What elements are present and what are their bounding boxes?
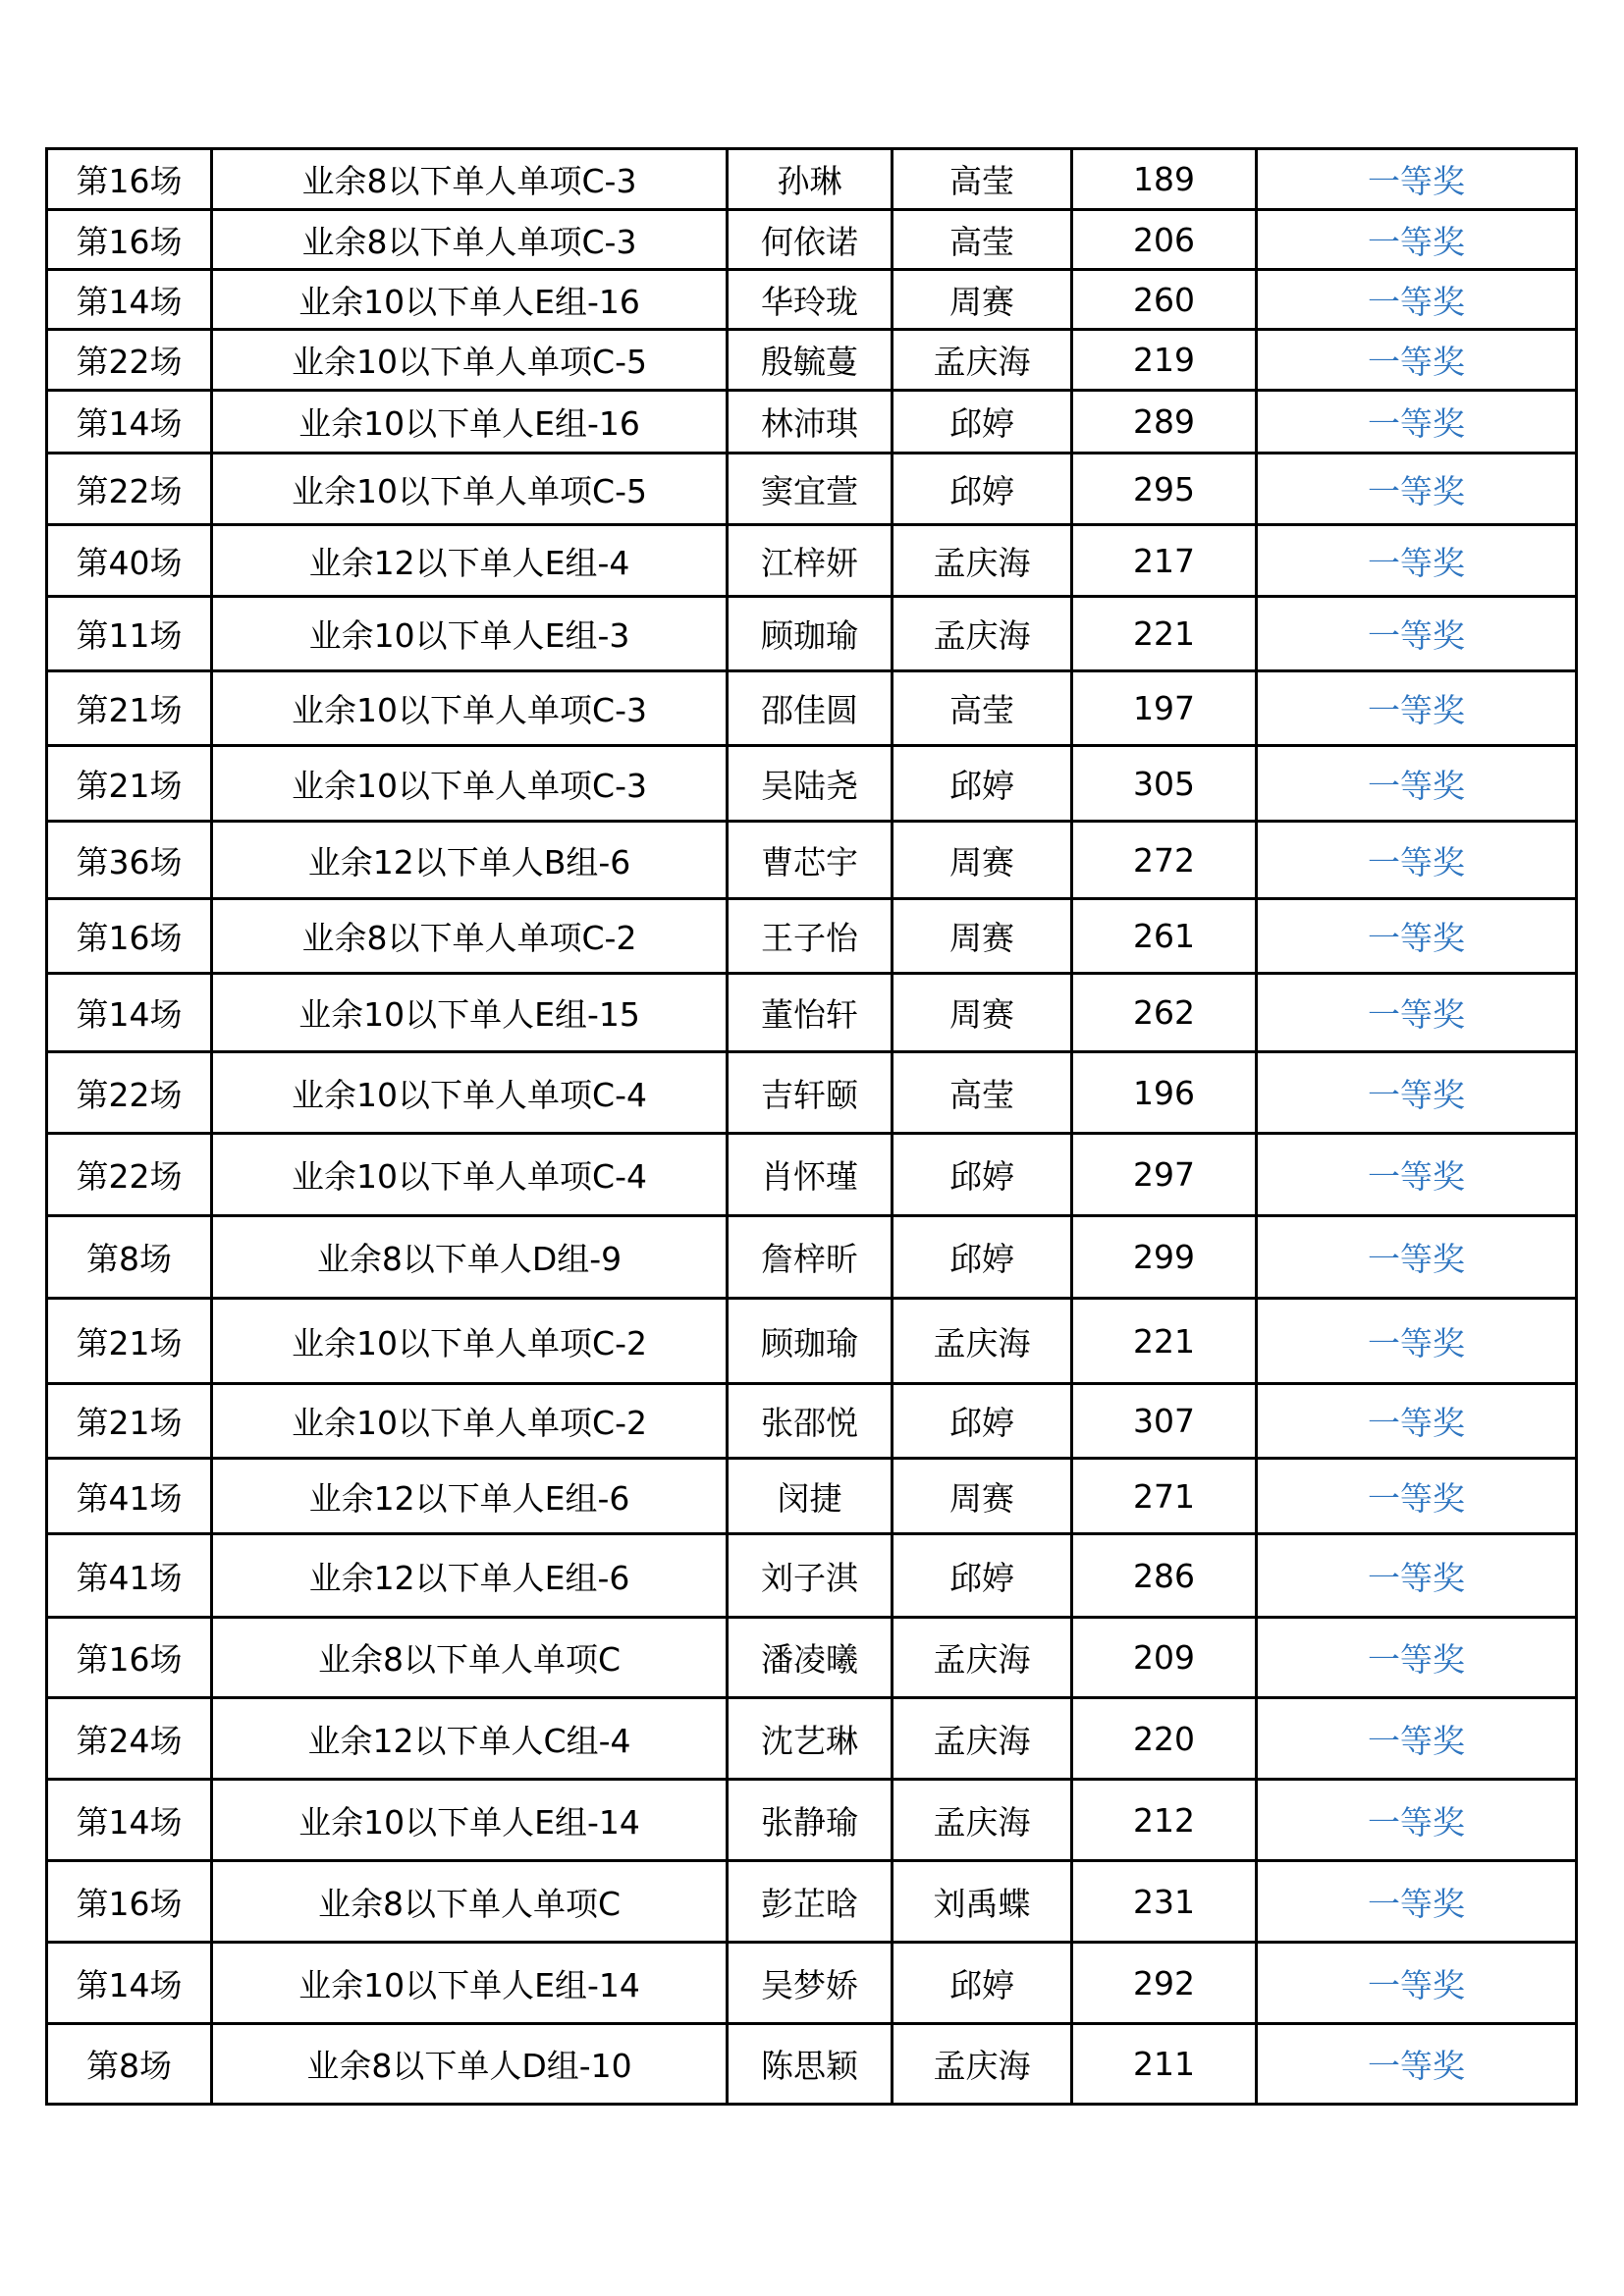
table-row <box>47 1698 1577 1780</box>
table-row <box>47 391 1577 454</box>
teacher-cell: 孟庆海 <box>893 1780 1072 1861</box>
contestant-name-cell: 闵捷 <box>728 1459 893 1534</box>
award-cell: 一等奖 <box>1257 270 1577 330</box>
group-cell: 业余10以下单人单项C-3 <box>212 671 728 746</box>
contestant-name-cell: 刘子淇 <box>728 1534 893 1618</box>
teacher-cell: 孟庆海 <box>893 597 1072 671</box>
award-cell: 一等奖 <box>1257 149 1577 210</box>
award-cell: 一等奖 <box>1257 391 1577 454</box>
session-cell: 第14场 <box>47 1780 212 1861</box>
teacher-cell: 高莹 <box>893 1052 1072 1134</box>
group-cell: 业余10以下单人单项C-4 <box>212 1052 728 1134</box>
entry-number-cell: 231 <box>1072 1861 1257 1943</box>
session-cell: 第21场 <box>47 1384 212 1459</box>
table-row <box>47 1052 1577 1134</box>
teacher-cell: 邱婷 <box>893 1384 1072 1459</box>
teacher-cell: 邱婷 <box>893 1216 1072 1299</box>
session-cell: 第36场 <box>47 822 212 899</box>
teacher-cell: 邱婷 <box>893 1134 1072 1216</box>
group-cell: 业余8以下单人单项C <box>212 1618 728 1698</box>
group-cell: 业余12以下单人E组-6 <box>212 1459 728 1534</box>
award-cell: 一等奖 <box>1257 210 1577 270</box>
entry-number-cell: 262 <box>1072 974 1257 1052</box>
session-cell: 第24场 <box>47 1698 212 1780</box>
table-row <box>47 1861 1577 1943</box>
teacher-cell: 孟庆海 <box>893 1698 1072 1780</box>
entry-number-cell: 297 <box>1072 1134 1257 1216</box>
teacher-cell: 孟庆海 <box>893 2024 1072 2105</box>
award-cell: 一等奖 <box>1257 671 1577 746</box>
teacher-cell: 邱婷 <box>893 454 1072 525</box>
award-cell: 一等奖 <box>1257 1052 1577 1134</box>
award-cell: 一等奖 <box>1257 330 1577 391</box>
contestant-name-cell: 张静瑜 <box>728 1780 893 1861</box>
table-row <box>47 2024 1577 2105</box>
table-row <box>47 1534 1577 1618</box>
table-row <box>47 746 1577 822</box>
award-cell: 一等奖 <box>1257 1618 1577 1698</box>
group-cell: 业余10以下单人单项C-4 <box>212 1134 728 1216</box>
group-cell: 业余10以下单人E组-14 <box>212 1943 728 2024</box>
group-cell: 业余10以下单人E组-14 <box>212 1780 728 1861</box>
session-cell: 第16场 <box>47 899 212 974</box>
table-row <box>47 899 1577 974</box>
teacher-cell: 周赛 <box>893 1459 1072 1534</box>
contestant-name-cell: 窦宜萱 <box>728 454 893 525</box>
entry-number-cell: 211 <box>1072 2024 1257 2105</box>
award-cell: 一等奖 <box>1257 1216 1577 1299</box>
teacher-cell: 周赛 <box>893 270 1072 330</box>
award-cell: 一等奖 <box>1257 1384 1577 1459</box>
session-cell: 第41场 <box>47 1534 212 1618</box>
teacher-cell: 周赛 <box>893 974 1072 1052</box>
award-cell: 一等奖 <box>1257 1299 1577 1384</box>
table-row <box>47 330 1577 391</box>
teacher-cell: 周赛 <box>893 822 1072 899</box>
table-row <box>47 270 1577 330</box>
table-row <box>47 1943 1577 2024</box>
results-table <box>45 147 1578 2106</box>
session-cell: 第16场 <box>47 210 212 270</box>
group-cell: 业余8以下单人D组-10 <box>212 2024 728 2105</box>
table-row <box>47 149 1577 210</box>
session-cell: 第22场 <box>47 1052 212 1134</box>
session-cell: 第21场 <box>47 1299 212 1384</box>
award-cell: 一等奖 <box>1257 2024 1577 2105</box>
table-row <box>47 1134 1577 1216</box>
entry-number-cell: 209 <box>1072 1618 1257 1698</box>
contestant-name-cell: 彭芷晗 <box>728 1861 893 1943</box>
entry-number-cell: 289 <box>1072 391 1257 454</box>
teacher-cell: 孟庆海 <box>893 330 1072 391</box>
award-cell: 一等奖 <box>1257 746 1577 822</box>
entry-number-cell: 295 <box>1072 454 1257 525</box>
session-cell: 第16场 <box>47 1618 212 1698</box>
session-cell: 第16场 <box>47 1861 212 1943</box>
group-cell: 业余8以下单人单项C-3 <box>212 210 728 270</box>
contestant-name-cell: 殷毓蔓 <box>728 330 893 391</box>
entry-number-cell: 206 <box>1072 210 1257 270</box>
group-cell: 业余10以下单人E组-16 <box>212 270 728 330</box>
session-cell: 第8场 <box>47 1216 212 1299</box>
group-cell: 业余12以下单人B组-6 <box>212 822 728 899</box>
group-cell: 业余10以下单人E组-3 <box>212 597 728 671</box>
entry-number-cell: 221 <box>1072 1299 1257 1384</box>
contestant-name-cell: 沈艺琳 <box>728 1698 893 1780</box>
entry-number-cell: 261 <box>1072 899 1257 974</box>
award-cell: 一等奖 <box>1257 525 1577 597</box>
table-row <box>47 1299 1577 1384</box>
table-row <box>47 1459 1577 1534</box>
teacher-cell: 邱婷 <box>893 746 1072 822</box>
session-cell: 第8场 <box>47 2024 212 2105</box>
contestant-name-cell: 吉轩颐 <box>728 1052 893 1134</box>
group-cell: 业余8以下单人D组-9 <box>212 1216 728 1299</box>
contestant-name-cell: 詹梓昕 <box>728 1216 893 1299</box>
table-row <box>47 1618 1577 1698</box>
award-cell: 一等奖 <box>1257 974 1577 1052</box>
table-row <box>47 822 1577 899</box>
group-cell: 业余10以下单人单项C-5 <box>212 454 728 525</box>
contestant-name-cell: 曹芯宇 <box>728 822 893 899</box>
entry-number-cell: 272 <box>1072 822 1257 899</box>
contestant-name-cell: 林沛琪 <box>728 391 893 454</box>
session-cell: 第14场 <box>47 270 212 330</box>
table-row <box>47 1780 1577 1861</box>
table-row <box>47 597 1577 671</box>
table-row <box>47 974 1577 1052</box>
teacher-cell: 高莹 <box>893 671 1072 746</box>
contestant-name-cell: 孙琳 <box>728 149 893 210</box>
contestant-name-cell: 陈思颖 <box>728 2024 893 2105</box>
session-cell: 第21场 <box>47 671 212 746</box>
contestant-name-cell: 肖怀瑾 <box>728 1134 893 1216</box>
contestant-name-cell: 顾珈瑜 <box>728 597 893 671</box>
entry-number-cell: 271 <box>1072 1459 1257 1534</box>
award-cell: 一等奖 <box>1257 1780 1577 1861</box>
entry-number-cell: 286 <box>1072 1534 1257 1618</box>
group-cell: 业余10以下单人E组-15 <box>212 974 728 1052</box>
group-cell: 业余12以下单人E组-4 <box>212 525 728 597</box>
entry-number-cell: 299 <box>1072 1216 1257 1299</box>
session-cell: 第16场 <box>47 149 212 210</box>
table-row <box>47 1384 1577 1459</box>
contestant-name-cell: 吴梦娇 <box>728 1943 893 2024</box>
group-cell: 业余12以下单人E组-6 <box>212 1534 728 1618</box>
teacher-cell: 高莹 <box>893 149 1072 210</box>
contestant-name-cell: 江梓妍 <box>728 525 893 597</box>
award-cell: 一等奖 <box>1257 1698 1577 1780</box>
group-cell: 业余8以下单人单项C <box>212 1861 728 1943</box>
group-cell: 业余10以下单人单项C-2 <box>212 1299 728 1384</box>
teacher-cell: 邱婷 <box>893 391 1072 454</box>
table-row <box>47 671 1577 746</box>
award-cell: 一等奖 <box>1257 597 1577 671</box>
contestant-name-cell: 顾珈瑜 <box>728 1299 893 1384</box>
contestant-name-cell: 张邵悦 <box>728 1384 893 1459</box>
session-cell: 第14场 <box>47 1943 212 2024</box>
session-cell: 第41场 <box>47 1459 212 1534</box>
teacher-cell: 周赛 <box>893 899 1072 974</box>
entry-number-cell: 221 <box>1072 597 1257 671</box>
group-cell: 业余8以下单人单项C-3 <box>212 149 728 210</box>
entry-number-cell: 292 <box>1072 1943 1257 2024</box>
award-cell: 一等奖 <box>1257 1943 1577 2024</box>
contestant-name-cell: 潘凌曦 <box>728 1618 893 1698</box>
session-cell: 第22场 <box>47 1134 212 1216</box>
contestant-name-cell: 董怡轩 <box>728 974 893 1052</box>
teacher-cell: 孟庆海 <box>893 1299 1072 1384</box>
teacher-cell: 邱婷 <box>893 1943 1072 2024</box>
teacher-cell: 孟庆海 <box>893 1618 1072 1698</box>
table-row <box>47 525 1577 597</box>
group-cell: 业余10以下单人单项C-3 <box>212 746 728 822</box>
teacher-cell: 邱婷 <box>893 1534 1072 1618</box>
entry-number-cell: 219 <box>1072 330 1257 391</box>
results-table-body <box>47 149 1577 2105</box>
contestant-name-cell: 吴陆尧 <box>728 746 893 822</box>
entry-number-cell: 189 <box>1072 149 1257 210</box>
entry-number-cell: 197 <box>1072 671 1257 746</box>
award-cell: 一等奖 <box>1257 899 1577 974</box>
award-cell: 一等奖 <box>1257 1134 1577 1216</box>
contestant-name-cell: 邵佳圆 <box>728 671 893 746</box>
group-cell: 业余12以下单人C组-4 <box>212 1698 728 1780</box>
award-cell: 一等奖 <box>1257 1861 1577 1943</box>
teacher-cell: 高莹 <box>893 210 1072 270</box>
award-cell: 一等奖 <box>1257 454 1577 525</box>
contestant-name-cell: 华玲珑 <box>728 270 893 330</box>
table-row <box>47 210 1577 270</box>
table-row <box>47 1216 1577 1299</box>
entry-number-cell: 217 <box>1072 525 1257 597</box>
teacher-cell: 刘禹蝶 <box>893 1861 1072 1943</box>
session-cell: 第22场 <box>47 454 212 525</box>
entry-number-cell: 305 <box>1072 746 1257 822</box>
contestant-name-cell: 王子怡 <box>728 899 893 974</box>
contestant-name-cell: 何依诺 <box>728 210 893 270</box>
session-cell: 第40场 <box>47 525 212 597</box>
entry-number-cell: 220 <box>1072 1698 1257 1780</box>
award-cell: 一等奖 <box>1257 1459 1577 1534</box>
award-cell: 一等奖 <box>1257 822 1577 899</box>
group-cell: 业余8以下单人单项C-2 <box>212 899 728 974</box>
session-cell: 第14场 <box>47 974 212 1052</box>
group-cell: 业余10以下单人单项C-5 <box>212 330 728 391</box>
table-row <box>47 454 1577 525</box>
entry-number-cell: 196 <box>1072 1052 1257 1134</box>
entry-number-cell: 212 <box>1072 1780 1257 1861</box>
award-cell: 一等奖 <box>1257 1534 1577 1618</box>
session-cell: 第11场 <box>47 597 212 671</box>
entry-number-cell: 307 <box>1072 1384 1257 1459</box>
group-cell: 业余10以下单人单项C-2 <box>212 1384 728 1459</box>
teacher-cell: 孟庆海 <box>893 525 1072 597</box>
group-cell: 业余10以下单人E组-16 <box>212 391 728 454</box>
session-cell: 第14场 <box>47 391 212 454</box>
session-cell: 第22场 <box>47 330 212 391</box>
session-cell: 第21场 <box>47 746 212 822</box>
entry-number-cell: 260 <box>1072 270 1257 330</box>
